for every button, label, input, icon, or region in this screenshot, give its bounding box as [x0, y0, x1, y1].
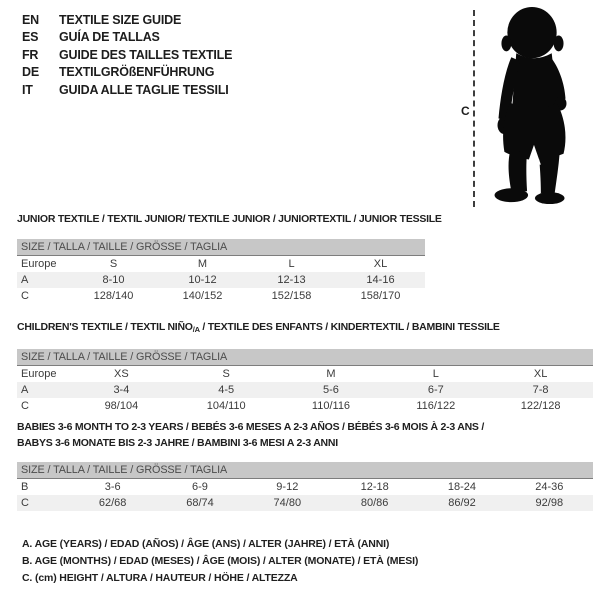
- size-cell: 74/80: [244, 495, 331, 511]
- size-cell: 110/116: [311, 400, 351, 412]
- size-cell: L: [432, 368, 439, 380]
- lang-row-it: [22, 81, 232, 99]
- size-cell: 158/170: [360, 290, 401, 302]
- babies-size-table: [17, 462, 593, 511]
- row-label: Europe: [21, 258, 57, 270]
- lang-title: TEXTILGRÖßENFÜHRUNG: [59, 65, 215, 80]
- size-cell: 116/122: [416, 400, 456, 412]
- size-cell: M: [326, 368, 336, 380]
- lang-row-fr: [22, 46, 232, 64]
- row-label: B: [21, 481, 29, 493]
- size-cell: 140/152: [182, 290, 223, 302]
- lang-code: DE: [22, 65, 39, 80]
- size-cell: XL: [533, 368, 548, 380]
- lang-code: EN: [22, 12, 39, 27]
- table-row: [17, 495, 593, 511]
- table-row: [17, 398, 593, 414]
- lang-row-en: [22, 11, 232, 29]
- size-cell: 122/128: [520, 400, 561, 412]
- row-label: A: [17, 382, 69, 398]
- lang-row-es: [22, 29, 232, 47]
- title-part: / TEXTILE DES ENFANTS / KINDERTEXTIL / BAMBINI TESSILE: [199, 321, 500, 333]
- size-cell: 128/140: [93, 290, 134, 302]
- size-header-bar: SIZE / TALLA / TAILLE / GRÖSSE / TAGLIA: [17, 462, 593, 479]
- size-cell: 3-4: [69, 382, 174, 398]
- toddler-silhouette-icon: [482, 6, 582, 208]
- row-label: C: [21, 400, 29, 412]
- footnote-c: C. (cm) HEIGHT / ALTURA / HAUTEUR / HÖHE / ALTEZZA: [22, 572, 298, 584]
- size-cell: XS: [114, 368, 129, 380]
- height-measure-dashed-line: [473, 10, 475, 207]
- row-label: C: [17, 495, 69, 511]
- table-row: [17, 382, 593, 398]
- size-cell: S: [109, 258, 118, 270]
- lang-code: ES: [22, 30, 39, 45]
- table-title: [17, 321, 593, 336]
- size-cell: 6-7: [383, 382, 488, 398]
- size-cell: 152/158: [271, 290, 312, 302]
- junior-size-table: [17, 239, 425, 304]
- childrens-textile-section: [17, 321, 593, 414]
- size-cell: 92/98: [506, 495, 593, 511]
- size-cell: 6-9: [192, 481, 208, 493]
- table-row: [17, 256, 425, 273]
- size-cell: 24-36: [535, 481, 564, 493]
- lang-title: GUIDA ALLE TAGLIE TESSILI: [59, 82, 229, 97]
- row-label: C: [21, 290, 29, 302]
- size-cell: 4-5: [174, 382, 279, 398]
- lang-code: IT: [22, 82, 33, 97]
- size-cell: 62/68: [69, 495, 156, 511]
- height-measure-label: C: [461, 104, 470, 118]
- size-cell: 9-12: [276, 481, 299, 493]
- table-title: [17, 420, 593, 451]
- size-cell: 14-16: [336, 272, 425, 288]
- size-cell: L: [288, 258, 295, 270]
- table-row: [17, 272, 425, 288]
- lang-code: FR: [22, 47, 39, 62]
- size-cell: 104/110: [206, 400, 246, 412]
- title-line-1: BABIES 3-6 MONTH TO 2-3 YEARS / BEBÉS 3-6 MESES A 2-3 AÑOS / BÉBÉS 3-6 MOIS À 2-3 ANS /: [17, 421, 485, 433]
- size-header-bar: SIZE / TALLA / TAILLE / GRÖSSE / TAGLIA: [17, 349, 593, 366]
- size-cell: 98/104: [104, 400, 139, 412]
- size-cell: 7-8: [488, 382, 593, 398]
- babies-textile-section: [17, 420, 593, 511]
- lang-row-de: [22, 64, 232, 82]
- size-cell: XL: [373, 258, 388, 270]
- size-cell: 12-13: [247, 272, 336, 288]
- size-cell: 5-6: [279, 382, 384, 398]
- size-cell: 3-6: [104, 481, 121, 493]
- size-cell: S: [222, 368, 230, 380]
- footnote-b: B. AGE (MONTHS) / EDAD (MESES) / ÂGE (MOIS) / ALTER (MONATE) / ETÀ (MESI): [22, 555, 419, 567]
- table-row: [17, 366, 593, 383]
- size-cell: 18-24: [447, 481, 477, 493]
- title-subscript: /A: [192, 325, 200, 334]
- lang-title: GUIDE DES TAILLES TEXTILE: [59, 47, 233, 62]
- size-cell: 8-10: [69, 272, 158, 288]
- lang-title: GUÍA DE TALLAS: [59, 30, 160, 45]
- size-cell: 10-12: [158, 272, 247, 288]
- footnote-a: A. AGE (YEARS) / EDAD (AÑOS) / ÂGE (ANS) / ALTER (JAHRE) / ETÀ (ANNI): [22, 538, 390, 550]
- size-cell: 12-18: [360, 481, 389, 493]
- footnotes: [22, 536, 418, 587]
- children-size-table: [17, 349, 593, 414]
- table-row: [17, 479, 593, 496]
- table-title: JUNIOR TEXTILE / TEXTIL JUNIOR/ TEXTILE JUNIOR / JUNIORTEXTIL / JUNIOR TESSILE: [17, 213, 442, 225]
- row-label: A: [17, 272, 69, 288]
- size-cell: M: [197, 258, 208, 270]
- row-label: Europe: [21, 368, 57, 380]
- size-cell: 86/92: [418, 495, 505, 511]
- title-line-2: BABYS 3-6 MONATE BIS 2-3 JAHRE / BAMBINI 3-6 MESI A 2-3 ANNI: [17, 436, 338, 449]
- size-header-bar: SIZE / TALLA / TAILLE / GRÖSSE / TAGLIA: [17, 239, 425, 256]
- junior-textile-section: [17, 213, 442, 304]
- table-row: [17, 288, 425, 304]
- size-cell: 68/74: [156, 495, 243, 511]
- title-part: CHILDREN'S TEXTILE / TEXTIL NIÑO: [17, 321, 193, 333]
- size-cell: 80/86: [331, 495, 418, 511]
- language-header: [22, 11, 232, 99]
- lang-title: TEXTILE SIZE GUIDE: [59, 12, 182, 27]
